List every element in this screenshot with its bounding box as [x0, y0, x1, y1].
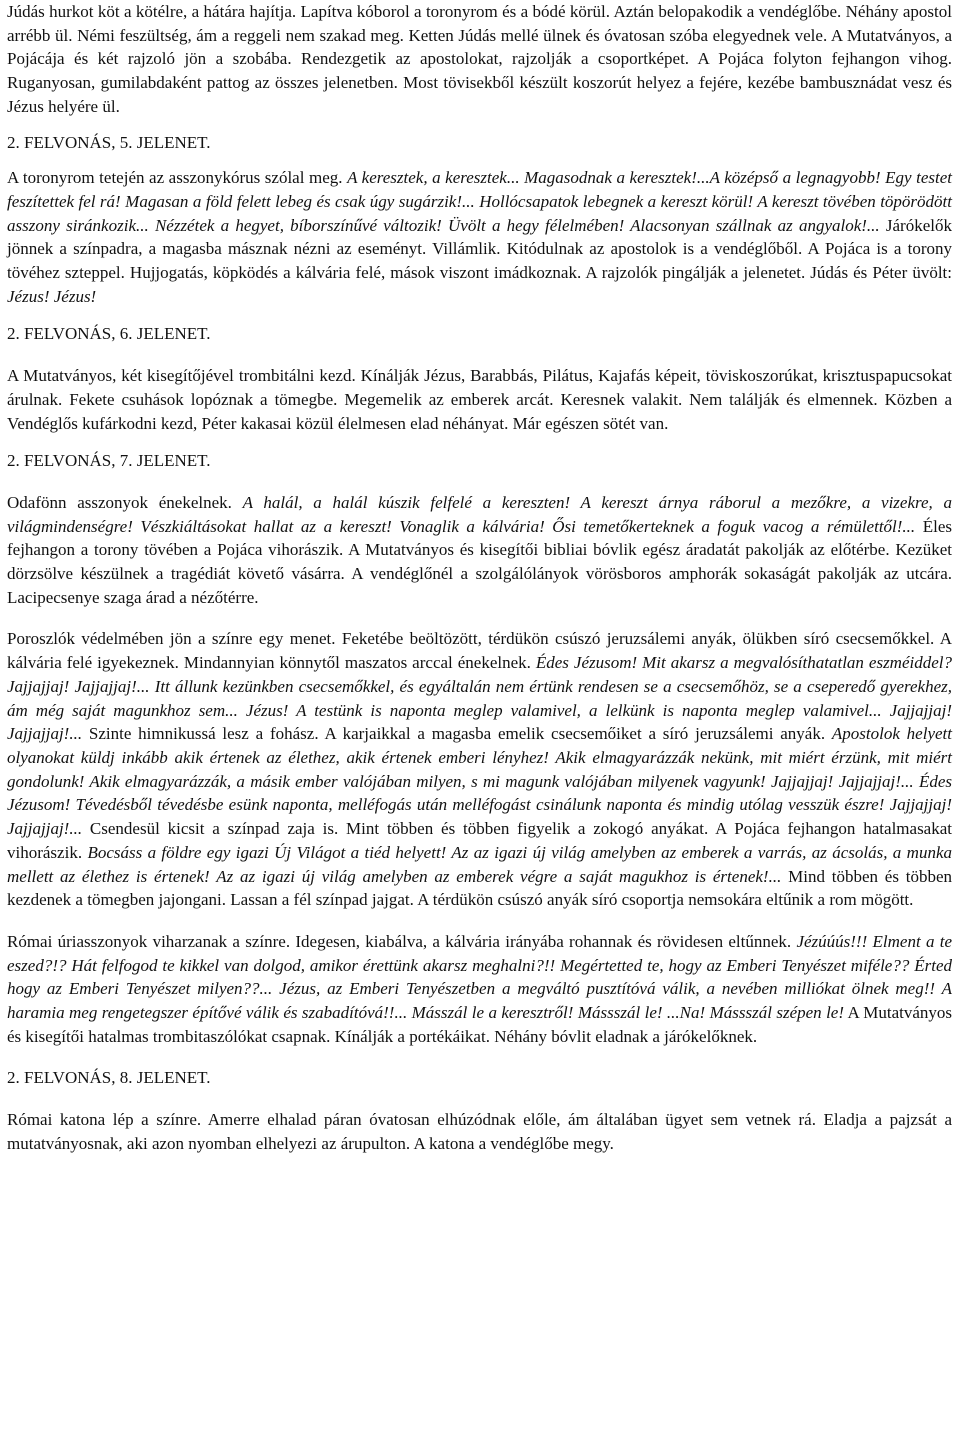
italic-dialogue: Apostolok helyett olyanokat küldj inkább akik értenek az élethez, akik értenek emberi lényhez! Akik elmagyarázzák nekünk, mit miért érzünk, mit miért gondolunk! Akik elmagyarázzák, a másik ember valójában milyen, s mi magunk valójában milyenek vagyunk! Jajjajjaj! Jajjajjaj!... Édes Jézusom! Tévedésből tévedésbe esünk naponta, melléfogás után melléfogást csinálunk naponta és mindig utólag vesszük észre! Jajjajjaj! Jajjajjaj!... — [7, 724, 952, 839]
opening-paragraph — [7, 0, 952, 119]
stage-direction: Római úriasszonyok viharzanak a színre. Idegesen, kiabálva, a kálvária irányába rohannak és rövidesen eltűnnek. — [7, 931, 797, 951]
scene-heading: 2. FELVONÁS, 8. JELENET. — [7, 1068, 211, 1088]
paragraph-spacer — [7, 346, 952, 364]
paragraph-spacer — [7, 154, 952, 166]
paragraph-spacer — [7, 435, 952, 449]
paragraph-spacer — [7, 609, 952, 627]
body-paragraph — [7, 166, 952, 308]
stage-direction: Járókelők jönnek a színpadra, a magasba másznak nézni az eseményt. Villámlik. Kitódulnak az apostolok is a vendéglőből. A Pojáca is a torony tövéhez szteppel. Hujjogatás, köpködés a kálvária felé, mások viszont imádkoznak. A rajzolók pingálják a jelenetet. Júdás és Péter üvölt: — [7, 215, 952, 283]
stage-direction: Római katona lép a színre. Amerre elhalad páran óvatosan elhúzódnak előle, ám általában ügyet sem vetnek rá. Eladja a pajzsát a mutatványosnak, aki azon nyomban elhelyezi az árupulton. A katona a vendéglőbe megy. — [7, 1110, 952, 1153]
scene-heading: 2. FELVONÁS, 5. JELENET. — [7, 132, 211, 152]
paragraph-spacer — [7, 1090, 952, 1108]
stage-direction: Csendesül kicsit a színpad zaja is. Mint többen és többen figyelik a zokogó anyákat. A Pojáca fejhangon hatalmasakat vihorászik. — [7, 819, 952, 862]
italic-dialogue: Bocsáss a földre egy igazi Új Világot a tiéd helyett! Az az igazi új világ amelyben az emberek a varrás, az ácsolás, a munka mellett az élethez is értenek! Az az igazi új világ amelyben az emberek végre a saját magukhoz is értenek!... — [7, 842, 952, 886]
stage-direction: Poroszlók védelmében jön a színre egy menet. Feketébe beöltözött, térdükön csúszó jeruzsálemi anyák, ölükben síró csecsemőkkel. A kálvária felé igyekeznek. Mindannyian könnytől maszatos arccal énekelnek. — [7, 629, 952, 673]
body-paragraph — [7, 364, 952, 435]
paragraph-spacer — [7, 308, 952, 322]
body-paragraph — [7, 491, 952, 610]
italic-dialogue: A keresztek, a keresztek... Magasodnak a keresztek!...A középső a legnagyobb! Egy testet feszítettek fel rá! Magasan a föld felett lebeg és csak úgy sugárzik!... Hollócsapatok lebegnek a kereszt körül! A kereszt tövében töpörödött asszony siránkozik... Nézzétek a hegyet, bíborszínűvé változik! Üvölt a hegy félelmében! Alacsonyan szállnak az angyalok!... — [7, 168, 952, 235]
scene-heading: 2. FELVONÁS, 7. JELENET. — [7, 451, 211, 471]
body-paragraph — [7, 930, 952, 1049]
italic-dialogue: Jézus! Jézus! — [7, 286, 97, 306]
stage-direction: Szinte himnikussá lesz a fohász. A karjaikkal a magasba emelik csecsemőiket a síró jeruzsálemi anyák. — [82, 724, 832, 744]
italic-dialogue: Édes Jézusom! Mit akarsz a megvalósíthatatlan eszméiddel? Jajjajjaj! Jajjajjaj!... Itt állunk kezünkben csecsemőkkel, és egyáltalán nem értünk rendesen se a csecsemőhöz, se a cseperedő gyerekhez, ám még saját magunkhoz sem... Jézus! A testünk is naponta meglep valamivel, a lelkünk is naponta meglep valamivel... Jajjajjaj! Jajjajjaj!... — [7, 653, 952, 744]
italic-dialogue: Jézúúús!!! Elment a te eszed?!? Hát felfogod te kikkel van dolgod, amikor érettünk akarsz meghalni?!! Megértetted te, hogy az Emberi Tenyészet miféle?? Érted hogy az Emberi Tenyészet milyen??... Jézus, az Emberi Tenyészetben a megváltó pusztítóvá válik, a nevében milliókat ölnek meg!! A haramia meg rengetegszer építővé válik és szabadítóvá!!... Másszál le a keresztről! Mássszál le! ...Na! Mássszál szépen le! — [7, 931, 952, 1023]
paragraph-spacer — [7, 1048, 952, 1066]
body-paragraph — [7, 1108, 952, 1155]
stage-direction: Mind többen és többen kezdenek a tömegben jajongani. Lassan a fél színpad jajgat. A térdükön csúszó anyák síró csoportja nemsokára eltűnik a rom mögött. — [7, 866, 952, 910]
paragraph-spacer — [7, 119, 952, 131]
italic-dialogue: A halál, a halál kúszik felfelé a kereszten! A kereszt árnya ráborul a mezőkre, a vizekre, a világmindenségre! Vészkiáltásokat hallat az a kereszt! Vonaglik a kálvária! Ősi temetőkerteknek a foguk vacog a rémülettől!... — [7, 492, 952, 536]
stage-direction: A toronyrom tetején az asszonykórus szólal meg. — [7, 168, 348, 188]
stage-direction: Júdás hurkot köt a kötélre, a hátára hajítja. Lapítva kóborol a toronyrom és a bódé körül. Aztán belopakodik a vendéglőbe. Néhány apostol arrébb ül. Némi feszültség, ám a reggeli nem szakad meg. Ketten Júdás mellé ülnek és óvatosan szóba elegyednek vele. A Mutatványos, a Pojácája és két rajzoló jön a szobába. Rendezgetik az apostolokat, rajzolják a csoportképet. A Pojáca folyton fejhangon vihog. Ruganyosan, gumilabdaként pattog az összes jelenetben. Most tövisekből készült koszorút helyez a fejére, kezébe bambusznádat vesz és Jézus helyére ül. — [7, 2, 952, 116]
stage-direction: Éles fejhangon a torony tövében a Pojáca vihorászik. A Mutatványos és kisegítői bibliai bóvlik egész áradatát pakolják az előtérbe. Kezüket dörzsölve készülnek a tragédiát követő vásárra. A vendéglőnél a szolgálólányok vörösboros amphorák sokaságát pakolják az utcára. Lacipecsenye szaga árad a nézőtérre. — [7, 516, 952, 607]
stage-direction: A Mutatványos, két kisegítőjével trombitálni kezd. Kínálják Jézus, Barabbás, Pilátus, Kajafás képeit, töviskoszorúkat, krisztuspapucsokat árulnak. Fekete csuhások lopóznak a tömegbe. Megemelik az emberek arcát. Keresnek valakit. Nem találják és elmennek. Közben a Vendéglős kufárkodni kezd, Péter kakasai közül élelmesen elad néhányat. Már egészen sötét van. — [7, 366, 952, 433]
scene-heading: 2. FELVONÁS, 6. JELENET. — [7, 324, 211, 344]
paragraph-spacer — [7, 912, 952, 930]
stage-direction: A Mutatványos és kisegítői hatalmas trombitaszólókat csapnak. Kínálják a portékáikat. Néhány bóvlit eladnak a járókelőknek. — [7, 1003, 953, 1046]
paragraph-spacer — [7, 473, 952, 491]
stage-direction: Odafönn asszonyok énekelnek. — [7, 492, 243, 512]
body-paragraph — [7, 627, 952, 911]
